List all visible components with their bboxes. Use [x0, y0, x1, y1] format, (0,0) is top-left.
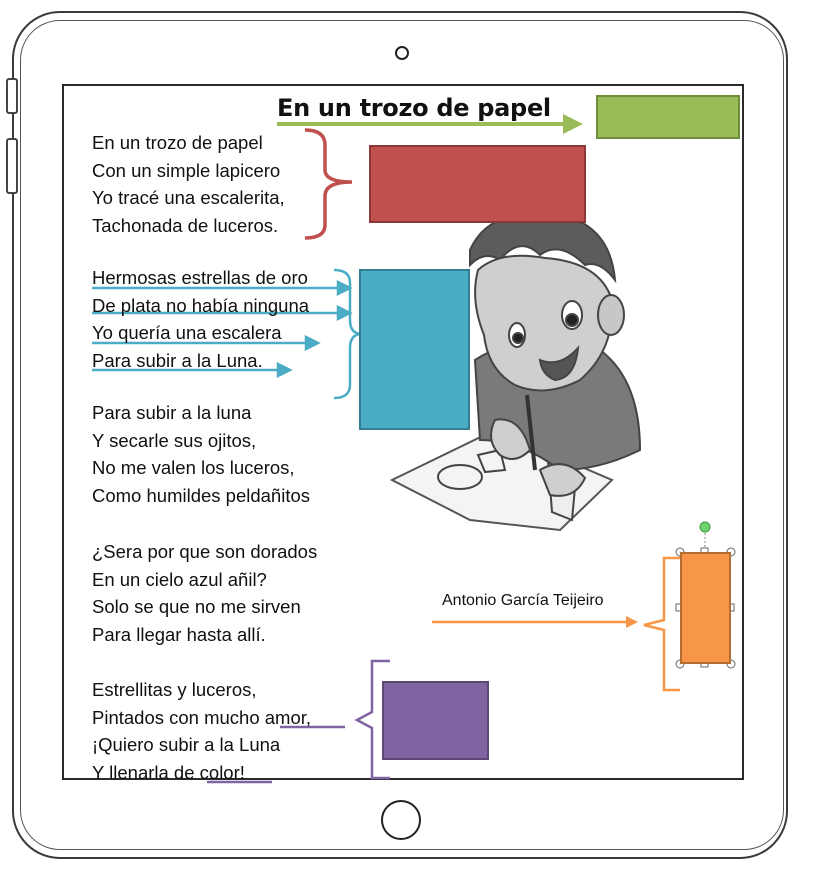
stanza-3 — [92, 399, 310, 509]
poem-line: En un cielo azul añil? — [92, 568, 267, 590]
purple-answer-box[interactable] — [382, 681, 489, 760]
poem-line: En un trozo de papel — [92, 132, 263, 153]
poem-line: Estrellitas y luceros, — [92, 679, 257, 700]
teal-answer-box[interactable] — [359, 269, 470, 430]
poem-line: ¡Quiero subir a la Luna — [92, 734, 281, 755]
green-answer-box[interactable] — [596, 95, 740, 139]
poem-line: Y secarle sus ojitos, — [92, 429, 257, 451]
orange-answer-box[interactable] — [680, 552, 731, 664]
poem-line: Pintados con mucho amor, — [92, 706, 312, 728]
stanza-1 — [92, 129, 285, 239]
poem-line: Para subir a la Luna. — [92, 349, 263, 371]
poem-line: ¿Sera por que son dorados — [92, 541, 318, 562]
poem-line: Yo tracé una escalerita, — [92, 187, 285, 208]
poem-line: Para subir a la luna — [92, 402, 252, 423]
poem-line: No me valen los luceros, — [92, 457, 295, 478]
stanza-5 — [92, 676, 311, 786]
poem-line: Yo quería una escalera — [92, 322, 282, 343]
poem-line: Con un simple lapicero — [92, 159, 281, 181]
poem-line: Hermosas estrellas de oro — [92, 267, 308, 288]
poem-line: De plata no había ninguna — [92, 294, 310, 316]
red-answer-box[interactable] — [369, 145, 586, 223]
poem-line: Solo se que no me sirven — [92, 596, 301, 617]
author-label: Antonio García Teijeiro — [442, 592, 604, 609]
stanza-2 — [92, 264, 309, 374]
poem-line: Como humildes peldañitos — [92, 484, 311, 506]
poem-line: Y llenarla de color! — [92, 761, 245, 783]
stanza-4 — [92, 538, 317, 648]
poem-line: Tachonada de luceros. — [92, 214, 279, 236]
poem-line: Para llegar hasta allí. — [92, 623, 266, 645]
poem-title: En un trozo de papel — [277, 94, 551, 122]
